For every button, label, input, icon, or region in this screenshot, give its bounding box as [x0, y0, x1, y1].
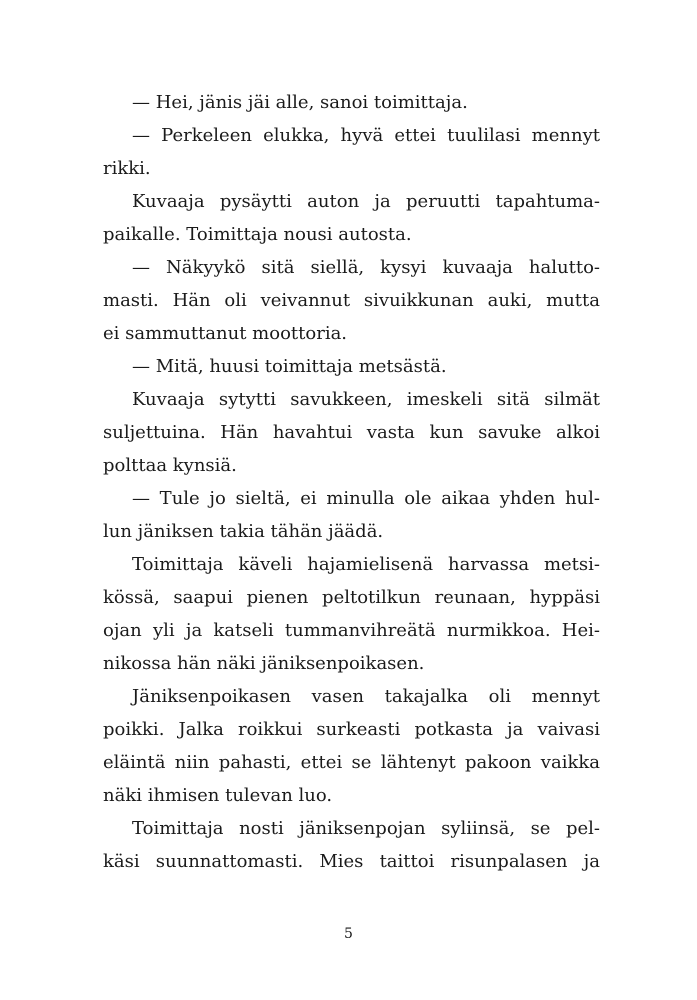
- text-line: nikossa hän näki jäniksenpoikasen.: [103, 653, 425, 674]
- text-line: rikki.: [103, 158, 151, 179]
- text-line: — Näkyykö sitä siellä, kysyi kuvaaja halutto-: [132, 257, 600, 278]
- text-line: — Perkeleen elukka, hyvä ettei tuulilasi mennyt: [132, 125, 600, 146]
- text-line: — Hei, jänis jäi alle, sanoi toimittaja.: [132, 92, 468, 113]
- text-line: suljettuina. Hän havahtui vasta kun savuke alkoi: [103, 422, 600, 443]
- text-line: ei sammuttanut moottoria.: [103, 323, 348, 344]
- text-line: ojan yli ja katseli tummanvihreätä nurmikkoa. Hei-: [103, 620, 600, 641]
- body-text: [103, 86, 600, 878]
- text-line: Jäniksenpoikasen vasen takajalka oli mennyt: [132, 686, 600, 707]
- text-line: Kuvaaja pysäytti auton ja peruutti tapahtuma-: [132, 191, 600, 212]
- text-line: paikalle. Toimittaja nousi autosta.: [103, 224, 412, 245]
- text-line: Toimittaja käveli hajamielisenä harvassa metsi-: [132, 554, 600, 575]
- text-line: lun jäniksen takia tähän jäädä.: [103, 521, 384, 542]
- text-line: — Mitä, huusi toimittaja metsästä.: [132, 356, 447, 377]
- text-line: polttaa kynsiä.: [103, 455, 237, 476]
- text-line: käsi suunnattomasti. Mies taittoi risunpalasen ja: [103, 851, 600, 872]
- text-line: Toimittaja nosti jäniksenpojan syliinsä, se pel-: [132, 818, 600, 839]
- text-line: kössä, saapui pienen peltotilkun reunaan, hyppäsi: [103, 587, 600, 608]
- text-line: — Tule jo sieltä, ei minulla ole aikaa yhden hul-: [132, 488, 600, 509]
- text-line: eläintä niin pahasti, ettei se lähtenyt pakoon vaikka: [103, 752, 600, 773]
- page-number: 5: [344, 926, 353, 942]
- text-line: näki ihmisen tulevan luo.: [103, 785, 333, 806]
- text-line: masti. Hän oli veivannut sivuikkunan auki, mutta: [103, 290, 600, 311]
- text-line: Kuvaaja sytytti savukkeen, imeskeli sitä silmät: [132, 389, 600, 410]
- text-line: poikki. Jalka roikkui surkeasti potkasta ja vaivasi: [103, 719, 600, 740]
